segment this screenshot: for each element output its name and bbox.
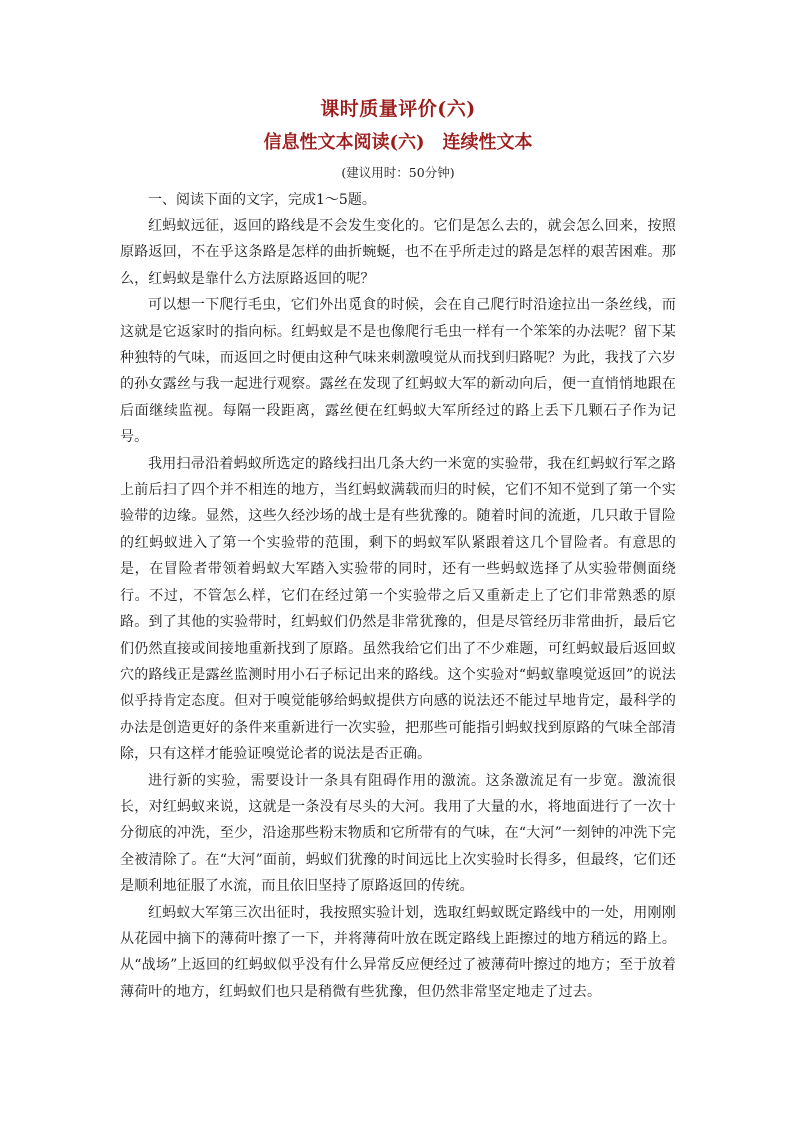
page-subtitle: 信息性文本阅读(六) 连续性文本 bbox=[263, 132, 533, 153]
page-title: 课时质量评价(六) bbox=[320, 98, 476, 120]
body-paragraph: 我用扫帚沿着蚂蚁所选定的路线扫出几条大约一米宽的实验带，我在红蚂蚁行军之路上前后扫了四个并不相连的地方，当红蚂蚁满载而归的时候，它们不知不觉到了第一个实验带的边缘。显然，这些久经沙场的战士是有些犹豫的。随着时间的流逝，几只敢于冒险的红蚂蚁进入了第一个实验带的范围，剩下的蚂蚁军队紧跟着这几个冒险者。有意思的是，在冒险者带领着蚂蚁大军踏入实验带的同时，还有一些蚂蚁选择了从实验带侧面绕行。不过，不管怎么样，它们在经过第一个实验带之后又重新走上了它们非常熟悉的原路。到了其他的实验带时，红蚂蚁们仍然是非常犹豫的，但是尽管经历非常曲折，最后它们仍然直接或间接地重新找到了原路。虽然我给它们出了不少难题，可红蚂蚁最后返回蚁穴的路线正是露丝监测时用小石子标记出来的路线。这个实验对“蚂蚁靠嗅觉返回”的说法似乎持肯定态度。但对于嗅觉能够给蚂蚁提供方向感的说法还不能过早地肯定，最科学的办法是创造更好的条件来重新进行一次实验，把那些可能指引蚂蚁找到原路的气味全部清除，只有这样才能验证嗅觉论者的说法是否正确。 bbox=[120, 455, 676, 763]
body-paragraph: 可以想一下爬行毛虫，它们外出觅食的时候，会在自己爬行时沿途拉出一条丝线，而这就是它返家时的指向标。红蚂蚁是不是也像爬行毛虫一样有一个笨笨的办法呢？留下某种独特的气味，而返回之时便由这种气味来刺激嗅觉从而找到归路呢？为此，我找了六岁的孙女露丝与我一起进行观察。露丝在发现了红蚂蚁大军的新动向后，便一直悄悄地跟在后面继续监视。每隔一段距离，露丝便在红蚂蚁大军所经过的路上丢下几颗石子作为记号。 bbox=[120, 297, 676, 446]
body-paragraph: 红蚂蚁远征，返回的路线是不会发生变化的。它们是怎么去的，就会怎么回来，按照原路返回，不在乎这条路是怎样的曲折蜿蜒，也不在乎所走过的路是怎样的艰苦困难。那么，红蚂蚁是靠什么方法原路返回的呢？ bbox=[120, 218, 676, 287]
body-paragraph: 红蚂蚁大军第三次出征时，我按照实验计划，选取红蚂蚁既定路线中的一处，用刚刚从花园中摘下的薄荷叶擦了一下，并将薄荷叶放在既定路线上距擦过的地方稍远的路上。从“战场”上返回的红蚂蚁似乎没有什么异常反应便经过了被薄荷叶擦过的地方；至于放着薄荷叶的地方，红蚂蚁们也只是稍微有些犹豫，但仍然非常坚定地走了过去。 bbox=[120, 904, 676, 1000]
section-instruction: 一、阅读下面的文字，完成1～5题。 bbox=[148, 192, 376, 208]
suggested-time-note: (建议用时：50分钟) bbox=[341, 165, 455, 180]
body-paragraph: 进行新的实验，需要设计一条具有阻碍作用的激流。这条激流足有一步宽。激流很长，对红蚂蚁来说，这就是一条没有尽头的大河。我用了大量的水，将地面进行了一次十分彻底的冲洗，至少，沿途那些粉末物质和它所带有的气味，在“大河”一刻钟的冲洗下完全被清除了。在“大河”面前，蚂蚁们犹豫的时间远比上次实验时长得多，但最终，它们还是顺利地征服了水流，而且依旧坚持了原路返回的传统。 bbox=[120, 772, 676, 895]
document-page bbox=[120, 95, 676, 1005]
